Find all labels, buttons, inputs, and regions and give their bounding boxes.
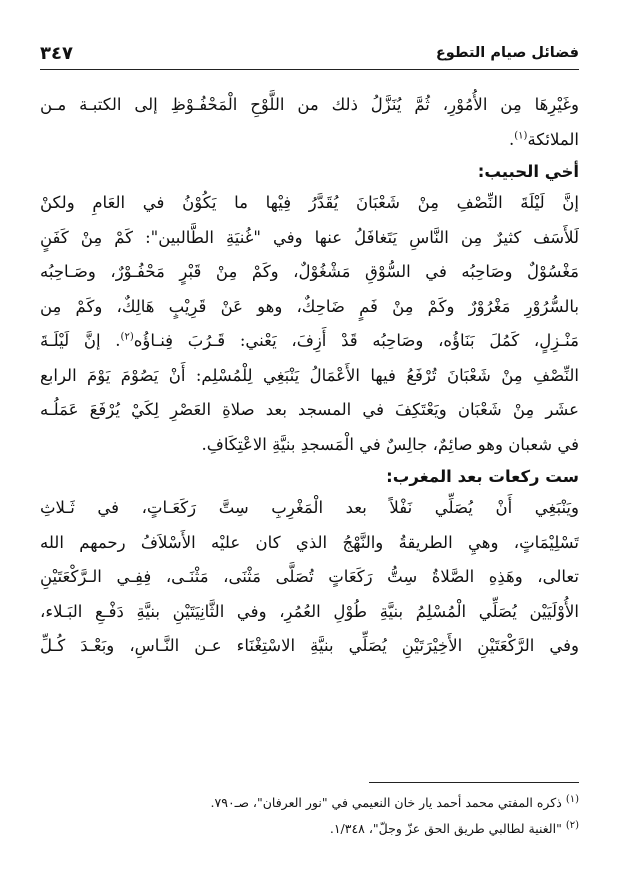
page-number: ٣٤٧ — [40, 42, 73, 64]
line-text: لَلأَسَف كثيرٌ مِن النَّاسِ يَتَغافَلُ عنها وفي "غُنيَةِ الطَّالبين": كَمْ مِنْ كَفَنٍ — [40, 227, 579, 247]
section-heading — [40, 157, 579, 186]
footnotes — [40, 790, 579, 842]
text-line — [40, 123, 579, 158]
text-line — [40, 629, 579, 664]
body-text — [40, 88, 579, 664]
line-text: الملائكة — [527, 129, 579, 149]
footnote-separator — [369, 782, 579, 783]
footnote-text: "الغنية لطالبي طريق الحق عزّ وجلّ"، ١/٣٤٨. — [329, 821, 562, 836]
text-line — [40, 221, 579, 256]
line-text: ويَنْبَغِي أَنْ يُصَلِّي نَفْلاً بعد الْمَغْرِبِ سِتَّ رَكَعَـاتٍ، في ثَـلاثِ — [40, 498, 579, 517]
header-rule — [40, 69, 579, 70]
footnote-ref: (٢) — [120, 331, 134, 343]
line-text-end: . — [509, 129, 515, 149]
footnote — [40, 790, 579, 816]
line-text: وفي الرَّكْعَتَيْنِ الأَخِيْرَتَيْنِ يُصَلِّي بنيَّةِ الاسْتِغْنَاء عـن النَّـاسِ، وبَعْـدَ كُـلِّ — [40, 636, 579, 655]
line-text: النِّصْفِ مِنْ شَعْبَانَ تُرْفَعُ فيها الأَعْمَالُ يَنْبَغِي لِلْمُسْلِم: أَنْ يَصُوْمَ يَوْمَ الرابع — [40, 365, 579, 385]
footnote — [40, 816, 579, 842]
text-line — [40, 290, 579, 325]
footnote-text: ذكره المفتي محمد أحمد يار خان النعيمي في "نور العرفان"، صـ٧٩٠. — [210, 795, 562, 810]
text-line — [40, 186, 579, 221]
line-text: أخي الحبيب: — [477, 162, 579, 181]
running-title: فضائل صيام التطوع — [435, 45, 579, 61]
line-text: في شعبان وهو صائِمٌ، جالِسٌ في الْمَسجدِ بنيَّةِ الاعْتِكَافِ. — [201, 434, 579, 454]
footnote-mark: (١) — [565, 793, 579, 805]
text-line — [40, 560, 579, 595]
text-line — [40, 526, 579, 561]
page-header — [40, 40, 579, 66]
footnote-ref: (١) — [514, 130, 528, 141]
line-text: تَسْلِيْمَاتٍ، وهيِ الطريقةُ والنَّهْجُ الذي كان عليْه الأَسْلاَفُ رحمهم الله — [40, 532, 579, 552]
line-text: وغَيْرِهَا مِن الأُمُوْرِ، ثُمَّ يُنَزَّلُ ذلك من اللَّوْحِ الْمَحْفُـوْظِ إلى الكتبـة مـن — [40, 95, 579, 114]
line-text: مَنْـزِلٍ، كَمُلَ بَنَاؤُه، وصَاحِبُه قَدْ أَزِفَ، يَعْني: قَـرُبَ فِنـاؤُه — [133, 331, 579, 350]
text-line — [40, 359, 579, 394]
text-line — [40, 255, 579, 290]
line-text: الأُوْلَيَيْن يُصَلِّي الْمُسْلِمُ بنيَّةِ طُوْلِ العُمُرِ، وفي الثَّانِيَتَيْنِ بنيَّةِ دَفْـعِ البَـلاء، — [40, 601, 579, 621]
footnote-mark: (٢) — [565, 819, 579, 831]
line-text: مَغْسُوْلٌ وصَاحِبُه في السُّوْقِ مَشْغُوْلٌ، وكَمْ مِنْ قَبْرٍ مَحْفُـوْرٌ، وصَـاحِبُه — [40, 262, 579, 281]
line-text: ست ركعات بعد المغرب: — [386, 467, 579, 486]
line-text-end: . إنَّ لَيْلَـةَ — [40, 331, 121, 350]
line-text: بالسُّرُوْرِ مَغْرُوْرٌ وكَمْ مِنْ فَمٍ ضَاحِكٌ، وهو عَنْ قَرِيْبٍ هَالِكٌ، وكَمْ مِن — [40, 296, 579, 316]
text-line — [40, 595, 579, 630]
text-line — [40, 428, 579, 463]
text-line — [40, 88, 579, 123]
line-text: إنَّ لَيْلَةَ النِّصْفِ مِنْ شَعْبَانَ يُقَدَّرُ فِيْها ما يَكُوْنُ في العَامِ ولكنْ — [40, 193, 579, 212]
text-line — [40, 324, 579, 359]
line-text: تعالى، وهَذِهِ الصَّلاةُ سِتُّ رَكَعَاتٍ تُصَلَّى مَثْنَى، مَثْنَـى، فِفِـي الـرَّكْعَتَيْنِ — [40, 567, 579, 586]
line-text: عشَر مِنْ شَعْبَان ويَعْتَكِفَ في المسجد بعد صلاةِ العَصْرِ لِكَيْ يُرْفَعَ عَمَلُـه — [40, 400, 579, 419]
text-line — [40, 393, 579, 428]
section-heading — [40, 462, 579, 491]
text-line — [40, 491, 579, 526]
